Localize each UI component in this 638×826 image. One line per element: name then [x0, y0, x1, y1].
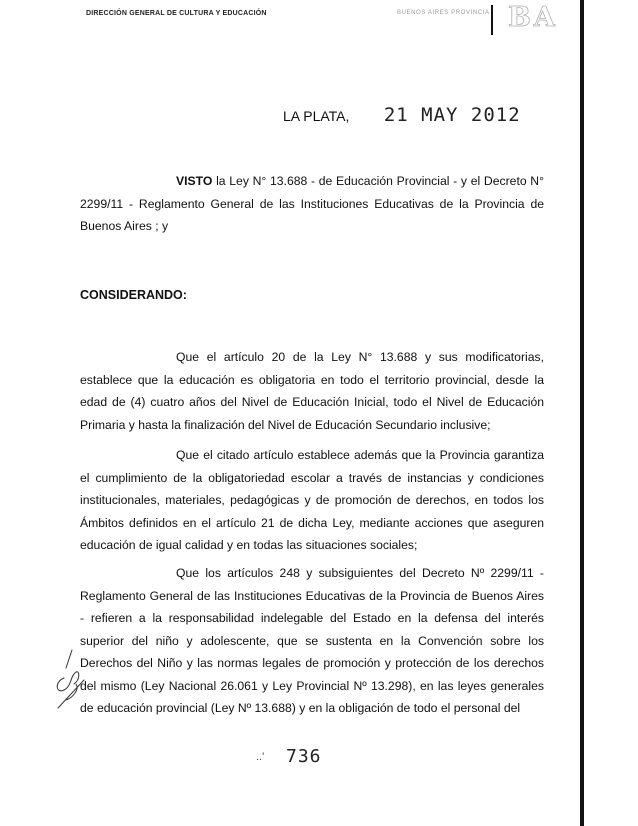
considerando-paragraph-1: Que el artículo 20 de la Ley N° 13.688 y sus modificatorias, establece que la educación es obligatoria en todo el territorio provincial, desde la edad de (4) cuatro años del Nivel de Educación Inicial, todo el Nivel de Educación Primaria y hasta la finalización del Nivel de Educación Secundario inclusive;	[80, 350, 544, 432]
visto-text: la Ley N° 13.688 - de Educación Provincial - y el Decreto N° 2299/11 - Reglamento General de las Instituciones Educativas de la Provincia de Buenos Aires ; y	[80, 174, 544, 233]
handwritten-signature	[50, 648, 90, 715]
province-header: BUENOS AIRES PROVINCIA	[397, 10, 490, 16]
considerando-paragraph-2: Que el citado artículo establece además que la Provincia garantiza el cumplimiento de la obligatoriedad escolar a través de instancias y condiciones institucionales, materiales, pedagógicas y de promoción de derechos, en todos los Ámbitos definidos en el artículo 21 de dicha Ley, mediante acciones que aseguren educación de igual calidad y en todas las situaciones sociales;	[80, 448, 544, 552]
header-divider	[491, 5, 493, 35]
page-edge-border	[580, 0, 584, 826]
date-stamp: 21 MAY 2012	[383, 104, 521, 126]
date-line	[283, 104, 521, 126]
considerando-heading: CONSIDERANDO:	[80, 288, 187, 302]
place-label: LA PLATA,	[283, 108, 350, 124]
considerando-paragraph-3: Que los artículos 248 y subsiguientes del Decreto Nº 2299/11 - Reglamento General de las Instituciones Educativas de la Provincia de Buenos Aires - refieren a la responsabilidad indelegable del Estado en la defensa del interés superior del niño y adolescente, que se sustenta en la Convención sobre los Derechos del Niño y las normas legales de promoción y protección de los derechos del mismo (Ley Nacional 26.061 y Ley Provincial Nº 13.298), en las leyes generales de educación provincial (Ley Nº 13.688) y en la obligación de todo el personal del	[80, 566, 544, 715]
mark-dots: ..'	[256, 751, 265, 763]
page-number: 736	[286, 746, 322, 767]
institution-header: DIRECCIÓN GENERAL DE CULTURA Y EDUCACIÓN	[86, 10, 267, 17]
visto-paragraph	[80, 170, 544, 238]
ba-logo: BA	[508, 2, 558, 33]
visto-keyword: VISTO	[176, 174, 213, 188]
